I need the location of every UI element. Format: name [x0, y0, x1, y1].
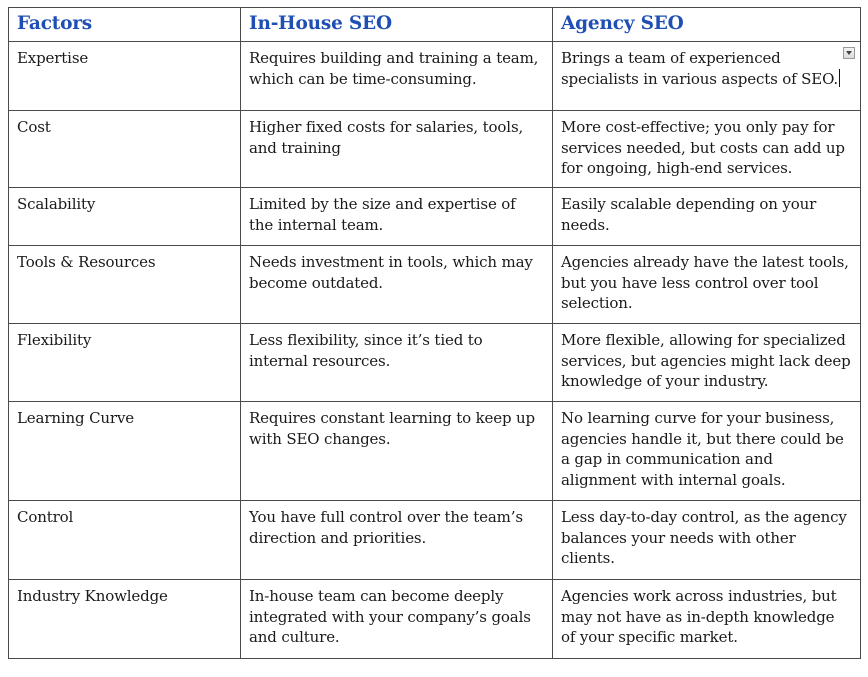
table-row [9, 501, 861, 580]
in-house-cell[interactable]: Higher fixed costs for salaries, tools, and training [241, 111, 553, 188]
active-cell-content [561, 48, 852, 89]
in-house-cell[interactable]: Limited by the size and expertise of the internal team. [241, 188, 553, 246]
table-row [9, 111, 861, 188]
header-factors[interactable]: Factors [9, 8, 241, 42]
chevron-down-icon[interactable] [843, 47, 855, 59]
agency-cell[interactable]: Agencies already have the latest tools, but you have less control over tool selection. [553, 246, 861, 324]
table-row [9, 580, 861, 659]
factor-cell[interactable]: Cost [9, 111, 241, 188]
agency-cell[interactable]: Less day-to-day control, as the agency balances your needs with other clients. [553, 501, 861, 580]
agency-cell-active[interactable] [553, 42, 861, 111]
factor-cell[interactable]: Learning Curve [9, 402, 241, 501]
in-house-cell[interactable]: Requires building and training a team, which can be time-consuming. [241, 42, 553, 111]
table-row [9, 402, 861, 501]
in-house-cell[interactable]: You have full control over the team’s direction and priorities. [241, 501, 553, 580]
factor-cell[interactable]: Expertise [9, 42, 241, 111]
header-agency-seo[interactable]: Agency SEO [553, 8, 861, 42]
in-house-cell[interactable]: In-house team can become deeply integrated with your company’s goals and culture. [241, 580, 553, 659]
agency-cell[interactable]: More cost-effective; you only pay for services needed, but costs can add up for ongoing, high-end services. [553, 111, 861, 188]
comparison-table [8, 7, 861, 659]
factor-cell[interactable]: Control [9, 501, 241, 580]
in-house-cell[interactable]: Needs investment in tools, which may become outdated. [241, 246, 553, 324]
in-house-cell[interactable]: Less flexibility, since it’s tied to internal resources. [241, 324, 553, 402]
agency-cell[interactable]: Agencies work across industries, but may not have as in-depth knowledge of your specific market. [553, 580, 861, 659]
agency-cell[interactable]: Easily scalable depending on your needs. [553, 188, 861, 246]
text-cursor [839, 69, 841, 87]
factor-cell[interactable]: Scalability [9, 188, 241, 246]
in-house-cell[interactable]: Requires constant learning to keep up with SEO changes. [241, 402, 553, 501]
agency-cell[interactable]: No learning curve for your business, agencies handle it, but there could be a gap in communication and alignment with internal goals. [553, 402, 861, 501]
factor-cell[interactable]: Flexibility [9, 324, 241, 402]
agency-cell[interactable]: More flexible, allowing for specialized services, but agencies might lack deep knowledge of your industry. [553, 324, 861, 402]
table-row [9, 188, 861, 246]
agency-cell-text[interactable]: Brings a team of experienced specialists in various aspects of SEO. [561, 49, 838, 88]
header-in-house-seo[interactable]: In-House SEO [241, 8, 553, 42]
table-row [9, 324, 861, 402]
table-row [9, 42, 861, 111]
factor-cell[interactable]: Tools & Resources [9, 246, 241, 324]
table-row [9, 246, 861, 324]
header-row [9, 8, 861, 42]
factor-cell[interactable]: Industry Knowledge [9, 580, 241, 659]
